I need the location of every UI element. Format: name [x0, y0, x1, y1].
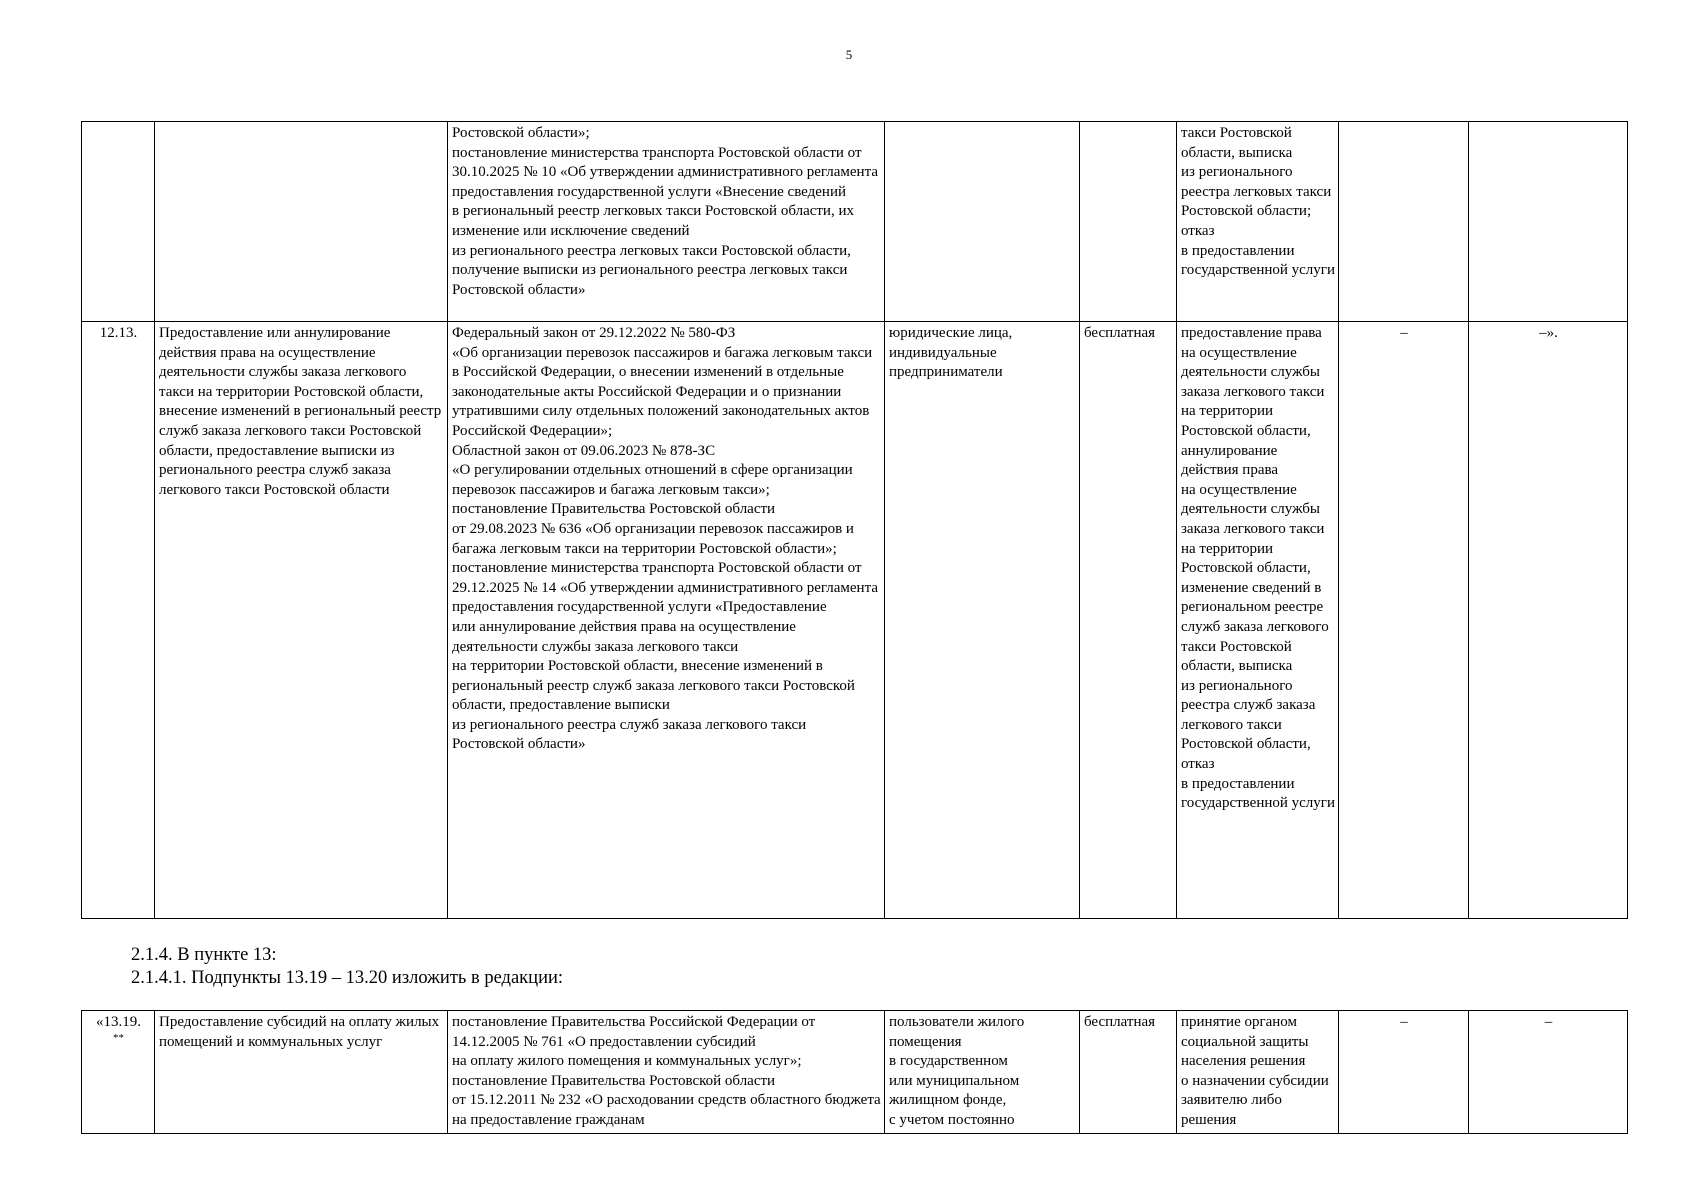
services-table-new [81, 1010, 1628, 1134]
cell-recipients [885, 122, 1080, 322]
cell-col8: –». [1469, 322, 1628, 919]
cell-number [82, 122, 155, 322]
cell-col7 [1339, 122, 1469, 322]
cell-fee: бесплатная [1080, 322, 1177, 919]
cell-recipients: пользователи жилого помещения в государственном или муниципальном жилищном фонде, с учетом постоянно [885, 1011, 1080, 1134]
cell-number: 12.13. [82, 322, 155, 919]
cell-col8 [1469, 122, 1628, 322]
cell-number-text: «13.19. [96, 1014, 141, 1030]
cell-legal-basis: Федеральный закон от 29.12.2022 № 580-ФЗ «Об организации перевозок пассажиров и багажа легковым такси в Российской Федерации, о внесении изменений в отдельные законодательные акты Российской Федерации и о признании утратившими силу отдельных положений законодательных актов Российской Федерации»; Областной закон от 09.06.2023 № 878-ЗС «О регулировании отдельных отношений в сфере организации перевозок пассажиров и багажа легковым такси»; постановление Правительства Ростовской области от 29.08.2023 № 636 «Об организации перевозок пассажиров и багажа легковым такси на территории Ростовской области»; постановление министерства транспорта Ростовской области от 29.12.2025 № 14 «Об утверждении административного регламента предоставления государственной услуги «Предоставление или аннулирование действия права на осуществление деятельности службы заказа легкового такси на территории Ростовской области, внесение изменений в региональный реестр служб заказа легкового такси Ростовской области, предоставление выписки из регионального реестра служб заказа легкового такси Ростовской области» [448, 322, 885, 919]
cell-col7: – [1339, 1011, 1469, 1134]
table-row [82, 1011, 1628, 1134]
cell-col8: – [1469, 1011, 1628, 1134]
table-row [82, 122, 1628, 322]
cell-legal-basis: постановление Правительства Российской Федерации от 14.12.2005 № 761 «О предоставлении субсидий на оплату жилого помещения и коммунальных услуг»; постановление Правительства Ростовской области от 15.12.2011 № 232 «О расходовании средств областного бюджета на предоставление гражданам [448, 1011, 885, 1134]
table-row [82, 322, 1628, 919]
cell-result: принятие органом социальной защиты населения решения о назначении субсидии заявителю либо решения [1177, 1011, 1339, 1134]
footnote-mark: ** [113, 1031, 124, 1044]
cell-service-name [155, 122, 448, 322]
cell-service-name: Предоставление или аннулирование действия права на осуществление деятельности службы заказа легкового такси на территории Ростовской области, внесение изменений в региональный реестр служб заказа легкового такси Ростовской области, предоставление выписки из регионального реестра служб заказа легкового такси Ростовской области [155, 322, 448, 919]
cell-legal-basis: Ростовской области»; постановление министерства транспорта Ростовской области от 30.10.2025 № 10 «Об утверждении административного регламента предоставления государственной услуги «Внесение сведений в региональный реестр легковых такси Ростовской области, их изменение или исключение сведений из регионального реестра легковых такси Ростовской области, получение выписки из регионального реестра легковых такси Ростовской области» [448, 122, 885, 322]
services-table-continued [81, 121, 1628, 919]
cell-result: предоставление права на осуществление деятельности службы заказа легкового такси на территории Ростовской области, аннулирование действия права на осуществление деятельности службы заказа легкового такси на территории Ростовской области, изменение сведений в региональном реестре служб заказа легкового такси Ростовской области, выписка из регионального реестра служб заказа легкового такси Ростовской области, отказ в предоставлении государственной услуги [1177, 322, 1339, 919]
cell-fee [1080, 122, 1177, 322]
cell-fee: бесплатная [1080, 1011, 1177, 1134]
cell-number [82, 1011, 155, 1134]
cell-col7: – [1339, 322, 1469, 919]
page-number: 5 [845, 47, 853, 62]
cell-service-name: Предоставление субсидий на оплату жилых помещений и коммунальных услуг [155, 1011, 448, 1134]
cell-recipients: юридические лица, индивидуальные предприниматели [885, 322, 1080, 919]
paragraph: 2.1.4. В пункте 13: [131, 945, 277, 965]
paragraph: 2.1.4.1. Подпункты 13.19 – 13.20 изложить в редакции: [131, 968, 564, 988]
cell-result: такси Ростовской области, выписка из регионального реестра легковых такси Ростовской области; отказ в предоставлении государственной услуги [1177, 122, 1339, 322]
